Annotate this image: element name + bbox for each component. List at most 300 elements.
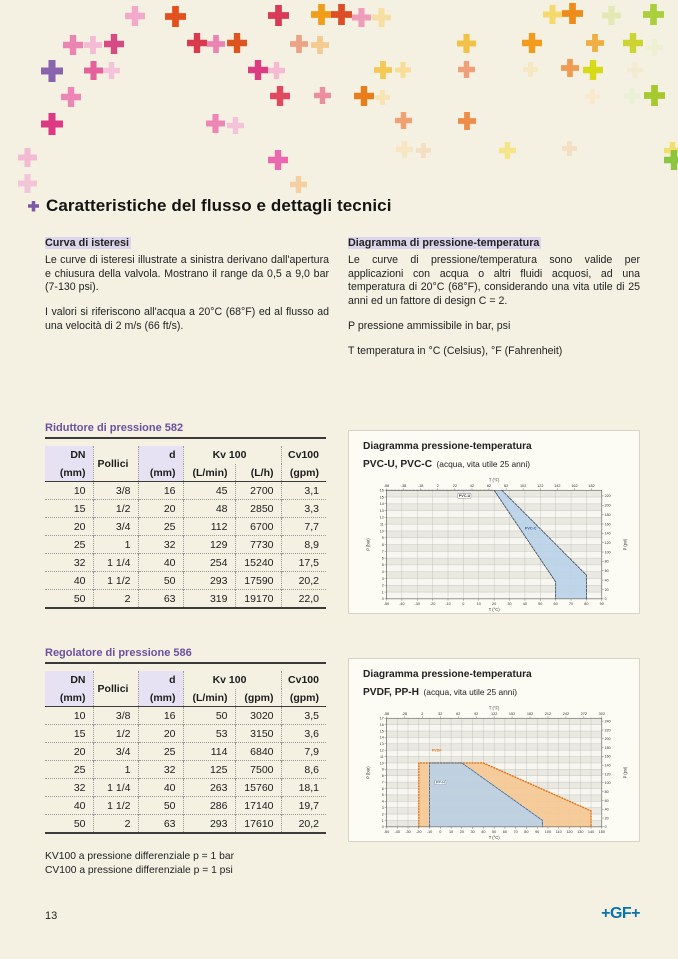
table-cell: 3020: [235, 707, 281, 725]
svg-text:220: 220: [604, 493, 611, 498]
svg-text:0: 0: [381, 824, 384, 829]
table-row: [45, 707, 326, 725]
svg-text:162: 162: [571, 483, 578, 488]
plus-icon: [63, 35, 83, 55]
table-cell: 22,0: [281, 590, 326, 609]
column-header: (mm): [45, 689, 93, 707]
plus-icon: [248, 60, 268, 80]
table-cell: 40: [138, 554, 183, 572]
table-cell: 17590: [235, 572, 281, 590]
svg-text:-28: -28: [401, 711, 408, 716]
svg-text:8: 8: [381, 773, 384, 778]
pressure-table: [45, 671, 326, 834]
svg-text:9: 9: [381, 535, 384, 540]
svg-text:182: 182: [588, 483, 595, 488]
table-row: [45, 743, 326, 761]
plus-icon: [583, 60, 603, 80]
svg-text:20: 20: [604, 816, 609, 821]
svg-text:220: 220: [604, 728, 611, 733]
plus-icon: [561, 59, 579, 77]
table-cell: 286: [183, 797, 235, 815]
column-header: d: [138, 446, 183, 464]
svg-text:2: 2: [381, 812, 384, 817]
plus-icon: [543, 5, 562, 24]
paragraph: Le curve di pressione/temperatura sono valide per applicazioni con acqua o altri fluidi acquosi, ad una temperatura di 20°C (68°F), considerando una vita utile di 25 anni ed un fattore di design C = 2.: [348, 253, 640, 308]
plus-icon: [207, 35, 225, 53]
table-cell: 254: [183, 554, 235, 572]
svg-text:11: 11: [380, 522, 384, 527]
svg-text:PVC-U: PVC-U: [458, 493, 471, 498]
table-cell: 3/4: [93, 518, 138, 536]
table-cell: 20,2: [281, 815, 326, 834]
plus-icon: [602, 6, 621, 25]
svg-text:7: 7: [381, 549, 384, 554]
svg-text:120: 120: [604, 540, 611, 545]
plus-icon: [104, 34, 124, 54]
paragraph: I valori si riferiscono all'acqua a 20°C (68°F) ed al flusso ad una velocità di 2 m/s (66 ft/s).: [45, 306, 329, 332]
svg-text:T (°F): T (°F): [488, 477, 500, 483]
legend-line-p: P pressione ammissibile in bar, psi: [348, 319, 511, 332]
chart-panel-pvdf: [348, 658, 640, 842]
table-cell: 50: [45, 815, 93, 834]
chart-subtitle: [363, 682, 631, 700]
table-cell: 1 1/2: [93, 572, 138, 590]
svg-text:-58: -58: [383, 483, 390, 488]
column-header: Kv 100: [183, 671, 281, 689]
table-cell: 40: [45, 797, 93, 815]
svg-text:130: 130: [577, 829, 584, 834]
table-cell: 1 1/4: [93, 554, 138, 572]
svg-text:P (psi): P (psi): [622, 538, 628, 551]
svg-text:8: 8: [381, 542, 384, 547]
svg-text:T (°F): T (°F): [488, 705, 500, 711]
column-header: (mm): [45, 464, 93, 482]
plus-icon: [624, 88, 640, 104]
svg-text:20: 20: [459, 829, 464, 834]
table-cell: 3,5: [281, 707, 326, 725]
pressure-table: [45, 446, 326, 609]
table-row: [45, 500, 326, 518]
table-title-586: Regolatore di pressione 586: [45, 647, 326, 664]
intro-column-hysteresis: [45, 236, 329, 345]
plus-icon: [268, 62, 285, 79]
plus-icon: [562, 3, 583, 24]
svg-text:2: 2: [436, 483, 439, 488]
table-row: [45, 725, 326, 743]
plus-icon: [41, 60, 63, 82]
svg-text:60: 60: [502, 829, 508, 834]
table-cell: 32: [45, 554, 93, 572]
table-cell: 263: [183, 779, 235, 797]
table-cell: 15240: [235, 554, 281, 572]
svg-text:-20: -20: [416, 829, 422, 834]
plus-icon: [165, 6, 186, 27]
column-header: Cv100: [281, 446, 326, 464]
table-cell: 50: [138, 572, 183, 590]
svg-text:2: 2: [381, 583, 384, 588]
svg-text:-50: -50: [383, 829, 390, 834]
column-header: (mm): [138, 464, 183, 482]
column-header: (gpm): [235, 689, 281, 707]
table-cell: 16: [138, 707, 183, 725]
svg-text:62: 62: [486, 483, 492, 488]
svg-text:240: 240: [604, 719, 611, 724]
table-row: [45, 761, 326, 779]
table-cell: 1: [93, 761, 138, 779]
plus-icon: [375, 90, 390, 105]
plus-icon: [125, 6, 145, 26]
table-cell: 319: [183, 590, 235, 609]
svg-text:62: 62: [456, 711, 461, 716]
table-cell: 2: [93, 815, 138, 834]
table-cell: 7,7: [281, 518, 326, 536]
table-cell: 125: [183, 761, 235, 779]
svg-text:100: 100: [604, 550, 611, 555]
plus-icon: [18, 174, 37, 193]
table-cell: 7,9: [281, 743, 326, 761]
table-cell: 32: [138, 536, 183, 554]
plus-icon: [18, 148, 37, 167]
section-heading-hysteresis: Curva di isteresi: [45, 237, 130, 249]
svg-text:90: 90: [599, 601, 604, 606]
page-title-row: [28, 196, 628, 216]
plus-icon: [61, 87, 81, 107]
svg-text:70: 70: [513, 829, 518, 834]
column-header: DN: [45, 446, 93, 464]
table-cell: 2850: [235, 500, 281, 518]
svg-text:20: 20: [492, 601, 497, 606]
svg-text:22: 22: [452, 483, 457, 488]
svg-text:12: 12: [379, 748, 384, 753]
table-cell: 45: [183, 482, 235, 500]
chart-panel-pvc: [348, 430, 640, 614]
svg-text:160: 160: [604, 754, 611, 759]
table-cell: 20: [45, 518, 93, 536]
column-header: (L/min): [183, 689, 235, 707]
column-header: DN: [45, 671, 93, 689]
svg-text:15: 15: [379, 495, 384, 500]
svg-text:122: 122: [490, 711, 498, 716]
svg-text:-50: -50: [383, 601, 390, 606]
svg-text:32: 32: [438, 711, 443, 716]
table-cell: 17610: [235, 815, 281, 834]
table-cell: 25: [45, 536, 93, 554]
svg-text:P (bar): P (bar): [365, 538, 371, 551]
svg-text:7: 7: [381, 780, 384, 785]
svg-text:12: 12: [379, 515, 384, 520]
table-row: [45, 536, 326, 554]
plus-icon: [41, 113, 63, 135]
svg-text:40: 40: [522, 601, 528, 606]
table-cell: 1 1/2: [93, 797, 138, 815]
svg-text:13: 13: [379, 508, 384, 513]
svg-text:PP-H: PP-H: [436, 780, 445, 785]
column-header: (L/h): [235, 464, 281, 482]
table-cell: 50: [45, 590, 93, 609]
column-header: (gpm): [281, 689, 326, 707]
column-header: (mm): [138, 689, 183, 707]
plus-icon: [268, 5, 289, 26]
svg-text:302: 302: [598, 711, 605, 716]
table-cell: 50: [138, 797, 183, 815]
plus-icon: [352, 8, 371, 27]
svg-text:92: 92: [474, 711, 479, 716]
table-cell: 50: [183, 707, 235, 725]
table-cell: 293: [183, 815, 235, 834]
table-cell: 8,9: [281, 536, 326, 554]
plus-icon: [586, 34, 604, 52]
plus-icon: [395, 112, 412, 129]
table-cell: 1/2: [93, 725, 138, 743]
plus-icon: [627, 62, 643, 78]
table-cell: 25: [45, 761, 93, 779]
svg-text:4: 4: [381, 799, 384, 804]
gf-logo: +GF+: [601, 905, 640, 922]
footnote-kv100: KV100 a pressione differenziale p = 1 bar: [45, 851, 234, 862]
plus-icon: [290, 176, 307, 193]
table-cell: 114: [183, 743, 235, 761]
table-cell: 63: [138, 590, 183, 609]
svg-text:-18: -18: [417, 483, 424, 488]
svg-text:P (psi): P (psi): [622, 766, 628, 779]
table-cell: 293: [183, 572, 235, 590]
svg-text:-30: -30: [414, 601, 420, 606]
svg-text:-10: -10: [426, 829, 433, 834]
table-cell: 53: [183, 725, 235, 743]
plus-icon: [227, 117, 244, 134]
column-header: (gpm): [281, 464, 326, 482]
svg-text:182: 182: [526, 711, 534, 716]
svg-text:6: 6: [381, 786, 384, 791]
svg-text:20: 20: [604, 587, 609, 592]
svg-text:6: 6: [381, 556, 384, 561]
table-cell: 17,5: [281, 554, 326, 572]
table-cell: 3/8: [93, 707, 138, 725]
svg-text:5: 5: [381, 792, 384, 797]
svg-text:180: 180: [604, 512, 611, 517]
svg-text:122: 122: [537, 483, 544, 488]
svg-text:242: 242: [562, 711, 570, 716]
svg-text:200: 200: [604, 503, 611, 508]
svg-text:80: 80: [604, 559, 609, 564]
svg-text:102: 102: [520, 483, 527, 488]
svg-text:-20: -20: [429, 601, 436, 606]
svg-text:-58: -58: [383, 711, 390, 716]
plus-icon: [395, 62, 411, 78]
svg-text:1: 1: [381, 818, 384, 823]
paragraph: Le curve di isteresi illustrate a sinistra derivano dall'apertura e chiusura della valvola. Mostrano il range da 0,5 a 9,0 bar (7-130 psi).: [45, 253, 329, 294]
table-row: [45, 518, 326, 536]
table-row: [45, 797, 326, 815]
svg-text:40: 40: [604, 807, 609, 812]
table-cell: 17140: [235, 797, 281, 815]
table-cell: 40: [45, 572, 93, 590]
svg-text:60: 60: [553, 601, 558, 606]
table-cell: 3,6: [281, 725, 326, 743]
table-cell: 2: [93, 590, 138, 609]
table-cell: 48: [183, 500, 235, 518]
table-cell: 112: [183, 518, 235, 536]
plus-icon: [499, 142, 516, 159]
table-cell: 15760: [235, 779, 281, 797]
footnote-cv100: CV100 a pressione differenziale p = 1 psi: [45, 864, 233, 876]
svg-text:-40: -40: [399, 601, 405, 606]
svg-text:150: 150: [598, 829, 605, 834]
plus-icon: [331, 4, 352, 25]
svg-text:272: 272: [580, 711, 588, 716]
chart-material-label: PVDF, PP-H: [363, 686, 420, 698]
svg-text:0: 0: [439, 829, 442, 834]
svg-text:50: 50: [492, 829, 497, 834]
svg-text:140: 140: [604, 531, 611, 536]
table-block-586: [45, 647, 326, 834]
svg-text:9: 9: [381, 767, 384, 772]
svg-text:200: 200: [604, 736, 611, 741]
section-heading-pressure-temp: Diagramma di pressione-temperatura: [348, 237, 540, 249]
svg-text:82: 82: [503, 483, 509, 488]
svg-text:10: 10: [476, 601, 481, 606]
table-cell: 18,1: [281, 779, 326, 797]
table-cell: 40: [138, 779, 183, 797]
table-cell: 20: [45, 743, 93, 761]
plus-icon: [268, 150, 288, 170]
svg-text:P (bar): P (bar): [365, 766, 371, 779]
svg-text:140: 140: [587, 829, 595, 834]
table-cell: 20: [138, 725, 183, 743]
svg-text:16: 16: [379, 488, 384, 493]
plus-icon: [84, 36, 102, 54]
table-cell: 25: [138, 743, 183, 761]
svg-text:0: 0: [462, 601, 465, 606]
svg-text:40: 40: [481, 829, 486, 834]
plus-icon: [458, 112, 476, 130]
svg-text:50: 50: [538, 601, 543, 606]
table-title-582: Riduttore di pressione 582: [45, 422, 326, 439]
svg-text:10: 10: [379, 529, 384, 534]
table-cell: 15: [45, 725, 93, 743]
svg-text:PVC-C: PVC-C: [524, 526, 537, 531]
table-cell: 3,1: [281, 482, 326, 500]
plus-icon: [270, 86, 290, 106]
table-cell: 32: [138, 761, 183, 779]
svg-text:-10: -10: [445, 601, 451, 606]
svg-text:T (°C): T (°C): [488, 606, 500, 612]
plus-icon: [314, 87, 331, 104]
plus-icon: [206, 114, 225, 133]
svg-text:-30: -30: [405, 829, 411, 834]
table-cell: 19170: [235, 590, 281, 609]
svg-text:0: 0: [604, 596, 607, 601]
plus-icon: [457, 34, 476, 53]
svg-text:17: 17: [379, 716, 384, 721]
svg-text:14: 14: [379, 501, 384, 506]
plus-icon: [311, 36, 329, 54]
plus-icon: [372, 8, 391, 27]
svg-text:16: 16: [379, 722, 384, 727]
table-cell: 3/8: [93, 482, 138, 500]
intro-column-pressure-temp: [348, 236, 640, 369]
svg-text:80: 80: [604, 789, 609, 794]
pressure-temperature-chart-pvdf: [363, 703, 631, 844]
plus-icon: [354, 86, 374, 106]
svg-text:-38: -38: [400, 483, 407, 488]
table-cell: 3,3: [281, 500, 326, 518]
plus-icon: [643, 4, 664, 25]
svg-text:80: 80: [524, 829, 529, 834]
footnotes: [45, 850, 234, 878]
svg-text:60: 60: [604, 568, 609, 573]
svg-text:2: 2: [421, 711, 424, 716]
table-cell: 129: [183, 536, 235, 554]
svg-text:10: 10: [448, 829, 454, 834]
svg-text:100: 100: [544, 829, 552, 834]
table-row: [45, 554, 326, 572]
svg-text:120: 120: [566, 829, 573, 834]
table-cell: 63: [138, 815, 183, 834]
table-cell: 2700: [235, 482, 281, 500]
svg-text:110: 110: [555, 829, 562, 834]
svg-text:0: 0: [604, 824, 607, 829]
table-host: [45, 446, 326, 609]
svg-text:14: 14: [379, 735, 384, 740]
plus-icon: [103, 62, 120, 79]
plus-icon: [416, 143, 431, 158]
table-row: [45, 779, 326, 797]
svg-text:42: 42: [469, 483, 475, 488]
plus-icon: [623, 33, 643, 53]
column-header: d: [138, 671, 183, 689]
plus-icon: [458, 61, 475, 78]
table-cell: 19,7: [281, 797, 326, 815]
svg-text:70: 70: [568, 601, 574, 606]
table-cell: 20: [138, 500, 183, 518]
plus-icon: [644, 85, 665, 106]
svg-text:T (°C): T (°C): [488, 834, 500, 840]
column-header: (L/min): [183, 464, 235, 482]
plus-icon: [523, 62, 538, 77]
table-cell: 15: [45, 500, 93, 518]
table-cell: 7500: [235, 761, 281, 779]
table-cell: 1: [93, 536, 138, 554]
svg-text:90: 90: [535, 829, 540, 834]
page-number: 13: [45, 910, 58, 922]
svg-text:PVDF: PVDF: [431, 748, 442, 753]
svg-text:1: 1: [381, 590, 384, 595]
plus-icon: [585, 89, 600, 104]
svg-text:212: 212: [544, 711, 552, 716]
table-cell: 1 1/4: [93, 779, 138, 797]
table-row: [45, 815, 326, 834]
pressure-temperature-chart-pvc: [363, 475, 631, 616]
svg-text:-40: -40: [394, 829, 401, 834]
table-cell: 1/2: [93, 500, 138, 518]
column-header: Pollici: [93, 446, 138, 482]
svg-text:140: 140: [604, 763, 611, 768]
svg-text:3: 3: [381, 805, 384, 810]
table-host: [45, 671, 326, 834]
table-cell: 3/4: [93, 743, 138, 761]
svg-text:40: 40: [604, 578, 609, 583]
chart-note: (acqua, vita utile 25 anni): [436, 458, 531, 469]
svg-text:10: 10: [379, 761, 384, 766]
table-cell: 16: [138, 482, 183, 500]
plus-icon: [227, 33, 247, 53]
legend-line-t: T temperatura in °C (Celsius), °F (Fahrenheit): [348, 344, 563, 357]
table-cell: 25: [138, 518, 183, 536]
svg-text:152: 152: [508, 711, 516, 716]
svg-text:100: 100: [604, 780, 611, 785]
plus-icon: [311, 4, 332, 25]
